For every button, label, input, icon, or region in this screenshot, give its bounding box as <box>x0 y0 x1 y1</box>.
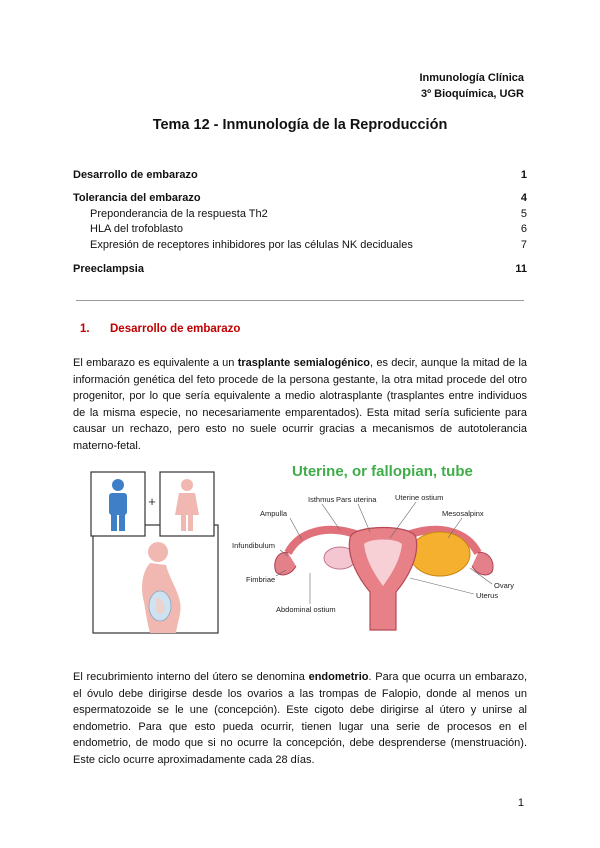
section-number: 1. <box>80 323 90 335</box>
label-infundibulum: Infundibulum <box>232 541 275 550</box>
toc-entry[interactable] <box>73 169 527 181</box>
label-abdominal-ostium: Abdominal ostium <box>276 605 336 614</box>
toc-label: HLA del trofoblasto <box>90 223 183 235</box>
label-uterine-ostium: Uterine ostium <box>395 493 444 502</box>
pregnancy-illustration <box>86 470 226 640</box>
toc-label: Desarrollo de embarazo <box>73 169 198 181</box>
toc-page: 7 <box>520 239 527 251</box>
page-title: Tema 12 - Inmunología de la Reproducción <box>152 117 448 133</box>
toc-entry[interactable] <box>73 192 527 204</box>
section-heading <box>80 323 240 335</box>
toc-entry[interactable] <box>73 263 527 275</box>
paragraph-endometrium <box>73 669 527 768</box>
paragraph-bold-term: trasplante semialogénico <box>237 357 371 369</box>
section-title: Desarrollo de embarazo <box>110 323 241 335</box>
page-number: 1 <box>517 797 524 809</box>
toc-page: 6 <box>520 223 527 235</box>
paragraph-text: . Para que ocurra un embarazo, el óvulo debe dirigirse desde los ovarios a las trompas de Falopio, donde al menos un espermatozoide se le une (concepción). Este cigoto debe dirigirse al útero y unirse al endometrio. Para que esto pueda ocurrir, tienen lugar una serie de procesos en el endometrio, de modo que si no ocurre la concepción, debe desprenderse (menstruación). Este ciclo ocurre aproximadamente cada 28 días. <box>73 671 527 766</box>
toc-label: Expresión de receptores inhibidores por las células NK deciduales <box>90 239 413 251</box>
toc-label: Tolerancia del embarazo <box>73 192 201 204</box>
paragraph-text: El embarazo es equivalente a un <box>73 357 238 369</box>
label-fimbriae: Fimbriae <box>246 575 276 584</box>
toc-page: 1 <box>520 169 527 181</box>
paragraph-intro <box>73 355 527 454</box>
paragraph-text: , es decir, aunque la mitad de la información genética del feto procede de la persona gestante, la otra mitad procede del otro progenitor, por lo que sería equivalente a medio alotrasplante (trasplantes entre individuos de la misma especie, no necesariamente emparentados). Esta mitad sería suficiente para causar un rechazo, pero esto no suele ocurrir gracias a mecanismos de autotolerancia materno-fetal. <box>73 357 528 452</box>
toc-entry[interactable] <box>90 208 527 220</box>
toc-page: 4 <box>520 192 527 204</box>
toc-page: 5 <box>520 208 527 220</box>
label-pars-uterina: Pars uterina <box>336 495 377 504</box>
pregnant-woman-icon <box>142 542 181 633</box>
header-degree: 3º Bioquímica, UGR <box>420 88 524 100</box>
paragraph-bold-term: endometrio <box>308 671 369 683</box>
label-uterus: Uterus <box>476 591 499 600</box>
header-course: Inmunología Clínica <box>419 72 524 84</box>
paragraph-text: El recubrimiento interno del útero se denomina <box>73 671 309 683</box>
label-ovary: Ovary <box>494 581 515 590</box>
uterus-fallopian-tube-diagram <box>230 458 530 643</box>
diagram-title: Uterine, or fallopian, tube <box>292 463 473 480</box>
toc-entry[interactable] <box>90 239 527 251</box>
toc-label: Preponderancia de la respuesta Th2 <box>90 208 268 220</box>
plus-sign: + <box>148 494 156 509</box>
label-isthmus: Isthmus <box>308 495 335 504</box>
toc-label: Preeclampsia <box>73 263 144 275</box>
label-mesosalpinx: Mesosalpinx <box>442 509 484 518</box>
label-ampulla: Ampulla <box>260 509 288 518</box>
toc-page: 11 <box>515 263 527 275</box>
divider <box>76 300 524 301</box>
right-ovary-section <box>410 532 470 576</box>
toc-entry[interactable] <box>90 223 527 235</box>
